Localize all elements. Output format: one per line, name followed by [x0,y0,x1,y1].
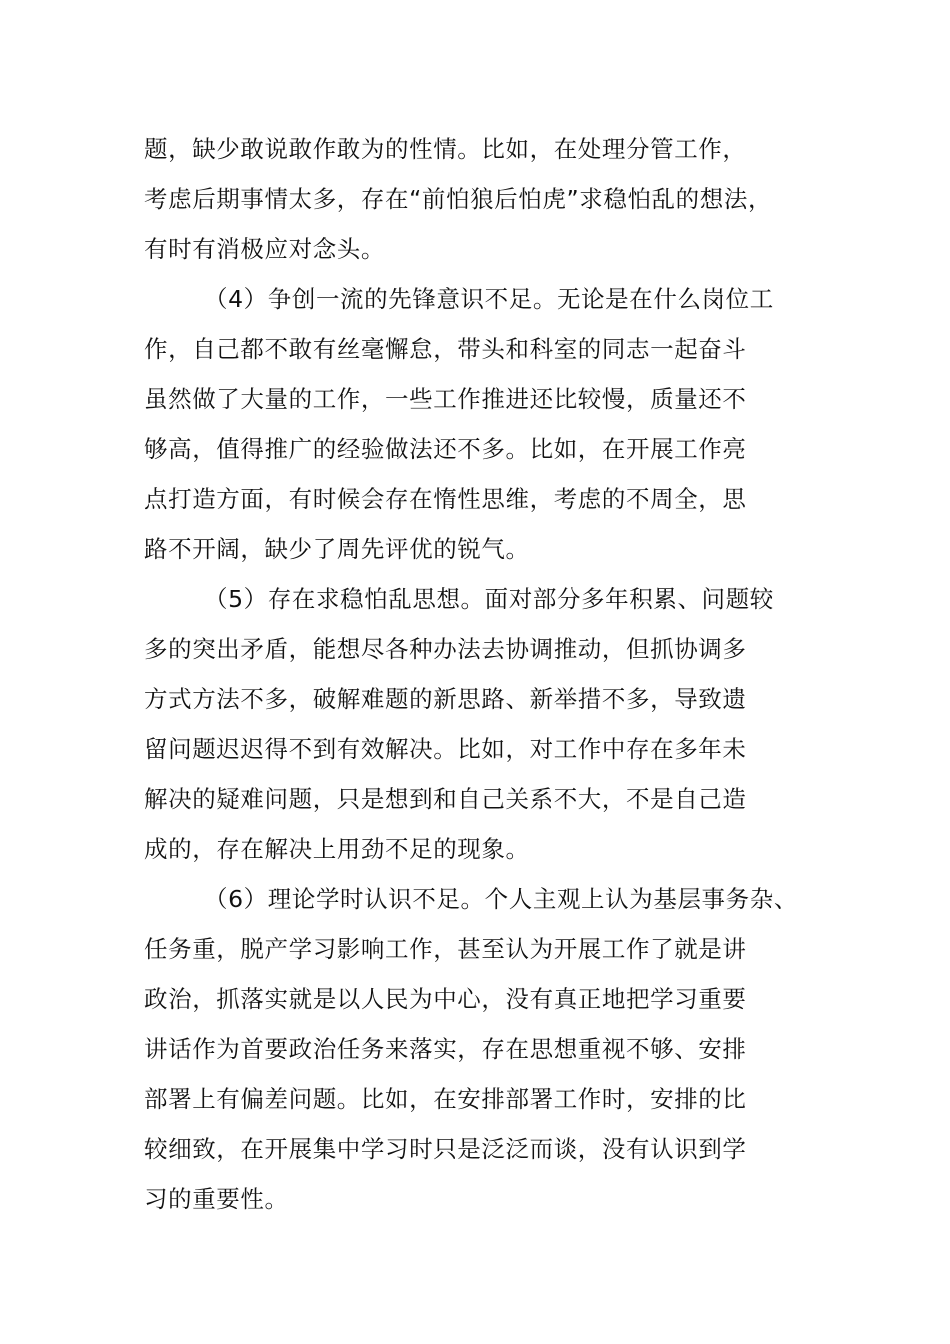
paragraph-6-heading-line: （6）理论学时认识不足。个人主观上认为基层事务杂、 [204,885,798,913]
text-line: 方式方法不多，破解难题的新思路、新举措不多，导致遗 [144,685,747,713]
paragraph-4-heading-line: （4）争创一流的先锋意识不足。无论是在什么岗位工 [204,285,774,313]
text-line: 有时有消极应对念头。 [144,235,385,263]
text-line: 点打造方面，有时候会存在惰性思维，考虑的不周全，思 [144,485,747,513]
text-line: 政治，抓落实就是以人民为中心，没有真正地把学习重要 [144,985,747,1013]
text-line: 习的重要性。 [144,1185,289,1213]
text-line: 多的突出矛盾，能想尽各种办法去协调推动，但抓协调多 [144,635,747,663]
text-line: 解决的疑难问题，只是想到和自己关系不大，不是自己造 [144,785,747,813]
text-line: 作，自己都不敢有丝毫懈怠，带头和科室的同志一起奋斗 [144,335,747,363]
text-line: 成的，存在解决上用劲不足的现象。 [144,835,530,863]
text-line: 较细致，在开展集中学习时只是泛泛而谈，没有认识到学 [144,1135,747,1163]
text-line: 讲话作为首要政治任务来落实，存在思想重视不够、安排 [144,1035,747,1063]
text-line: 题，缺少敢说敢作敢为的性情。比如，在处理分管工作， [144,135,747,163]
text-line: 部署上有偏差问题。比如，在安排部署工作时，安排的比 [144,1085,747,1113]
text-line: 考虑后期事情太多，存在“前怕狼后怕虎”求稳怕乱的想法， [144,185,773,213]
text-line: 虽然做了大量的工作，一些工作推进还比较慢，质量还不 [144,385,747,413]
text-line: 路不开阔，缺少了周先评优的锐气。 [144,535,530,563]
text-line: 留问题迟迟得不到有效解决。比如，对工作中存在多年未 [144,735,747,763]
paragraph-5-heading-line: （5）存在求稳怕乱思想。面对部分多年积累、问题较 [204,585,774,613]
text-line: 够高，值得推广的经验做法还不多。比如，在开展工作亮 [144,435,747,463]
text-line: 任务重，脱产学习影响工作，甚至认为开展工作了就是讲 [144,935,747,963]
